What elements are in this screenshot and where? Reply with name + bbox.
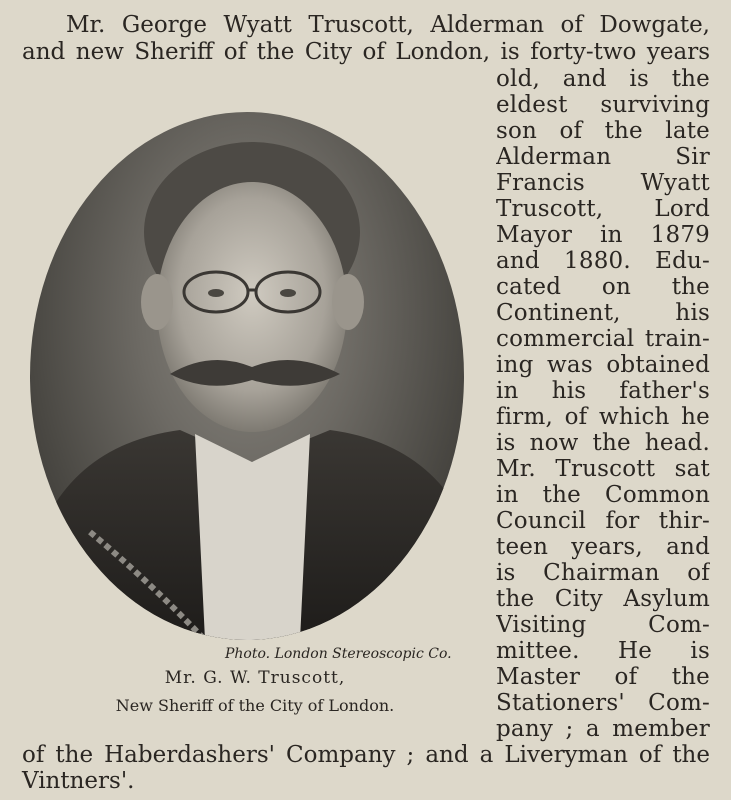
column-line: Mr. Truscott sat	[496, 456, 710, 482]
portrait-illustration	[30, 112, 464, 640]
column-line: eldest surviving	[496, 92, 710, 118]
column-line: Francis Wyatt	[496, 170, 710, 196]
column-line: teen years, and	[496, 534, 710, 560]
column-line: Alderman Sir	[496, 144, 710, 170]
column-line: in the Common	[496, 482, 710, 508]
article-column	[496, 66, 710, 742]
caption-role: New Sheriff of the City of London.	[115, 696, 395, 715]
column-line: and 1880. Edu-	[496, 248, 710, 274]
column-line: ing was obtained	[496, 352, 710, 378]
column-line: Visiting Com-	[496, 612, 710, 638]
column-line: commercial train-	[496, 326, 710, 352]
caption-name: Mr. G. W. Truscott,	[164, 668, 346, 688]
column-line: Mayor in 1879	[496, 222, 710, 248]
column-line: Truscott, Lord	[496, 196, 710, 222]
column-line: Council for thir-	[496, 508, 710, 534]
column-line: firm, of which he	[496, 404, 710, 430]
article-line-1: Mr. George Wyatt Truscott, Alderman of Dowgate,	[66, 12, 710, 38]
column-line: Stationers' Com-	[496, 690, 710, 716]
column-line: old, and is the	[496, 66, 710, 92]
photo-credit: Photo. London Stereoscopic Co.	[225, 646, 452, 662]
column-line: the City Asylum	[496, 586, 710, 612]
column-line: pany ; a member	[496, 716, 710, 742]
column-line: in his father's	[496, 378, 710, 404]
column-line: son of the late	[496, 118, 710, 144]
column-line: is Chairman of	[496, 560, 710, 586]
column-line: Continent, his	[496, 300, 710, 326]
article-line-last-2: Vintners'.	[22, 768, 135, 794]
portrait-photo	[30, 112, 464, 640]
column-line: mittee. He is	[496, 638, 710, 664]
article-line-2: and new Sheriff of the City of London, is forty-two years	[22, 39, 710, 65]
column-line: is now the head.	[496, 430, 710, 456]
column-line: cated on the	[496, 274, 710, 300]
column-line: Master of the	[496, 664, 710, 690]
article-line-last-1: of the Haberdashers' Company ; and a Liveryman of the	[22, 742, 710, 768]
